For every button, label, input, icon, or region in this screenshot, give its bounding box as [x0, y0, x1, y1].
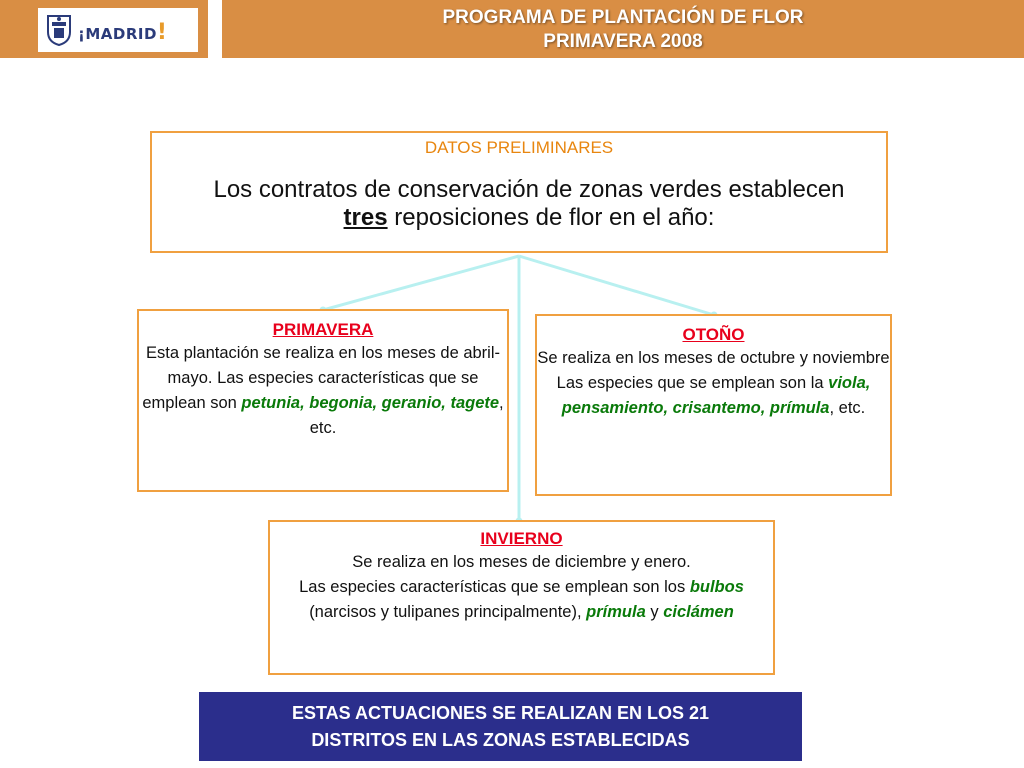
- title-line-1: PROGRAMA DE PLANTACIÓN DE FLOR: [442, 7, 804, 28]
- footer-line-1: ESTAS ACTUACIONES SE REALIZAN EN LOS 21: [291, 703, 710, 723]
- connector-otono: [519, 256, 714, 315]
- invierno-title: INVIERNO: [480, 529, 563, 548]
- otono-text: Se realiza en los meses de octubre y noviembre Las especies que se emplean son la viola, pensamiento, crisantemo, prímula, etc.: [537, 349, 890, 417]
- otono-box: [535, 314, 892, 496]
- invierno-box: [268, 520, 775, 675]
- logo-text: ¡MADRID!: [78, 20, 168, 45]
- preliminary-data-box: [150, 131, 888, 253]
- primavera-title: PRIMAVERA: [272, 320, 374, 339]
- districts-banner: [199, 692, 802, 761]
- title-line-2: PRIMAVERA 2008: [543, 31, 703, 52]
- primavera-text: Esta plantación se realiza en los meses de abril-mayo. Las especies características que se emplean son petunia, begonia, geranio, tagete, etc.: [142, 344, 504, 437]
- invierno-text: Se realiza en los meses de diciembre y enero. Las especies características que se emplean son los bulbos (narcisos y tulipanes principalmente), prímula y ciclámen: [299, 553, 744, 621]
- footer-line-2: DISTRITOS EN LAS ZONAS ESTABLECIDAS: [311, 730, 690, 750]
- preliminary-heading: DATOS PRELIMINARES: [424, 138, 614, 157]
- otono-title: OTOÑO: [682, 325, 745, 344]
- preliminary-text: Los contratos de conservación de zonas verdes establecen tres reposiciones de flor en el año:: [213, 176, 845, 231]
- connector-primavera: [323, 256, 519, 310]
- primavera-box: [137, 309, 509, 492]
